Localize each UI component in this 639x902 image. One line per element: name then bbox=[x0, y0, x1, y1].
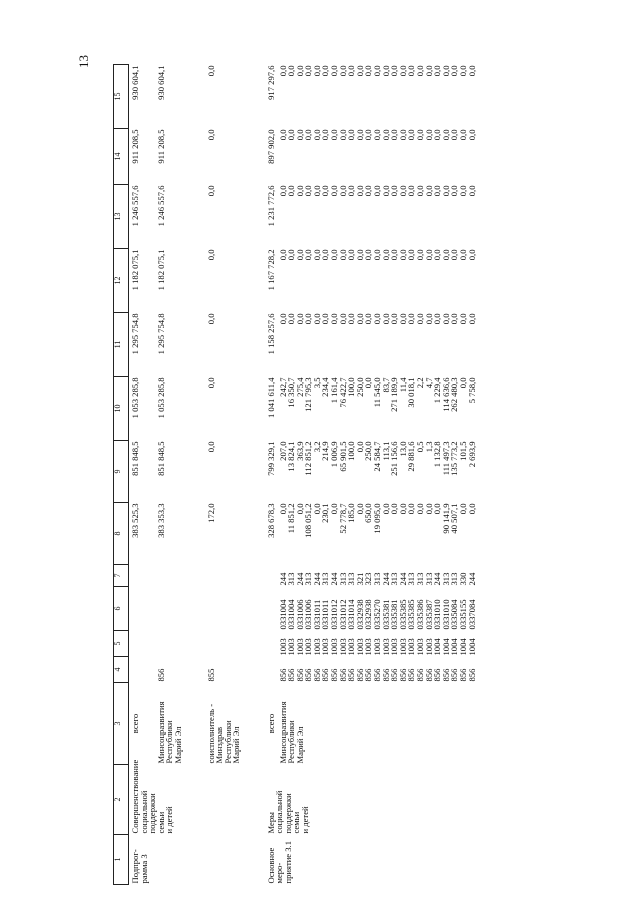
budget-table bbox=[113, 64, 476, 885]
subprogram-description: Совершенствование социальной поддержки семьи и детей bbox=[130, 759, 175, 834]
subprogram-name: Подпрог- рамма 3 bbox=[130, 849, 149, 884]
cell-c12: 1 182 075,1 bbox=[130, 249, 140, 291]
cell-c5 bbox=[207, 631, 267, 657]
col-header-1: 1 bbox=[114, 835, 129, 885]
cell-c11: 1 158 257,6 bbox=[265, 313, 276, 355]
table-row bbox=[157, 65, 207, 885]
cell-c6 bbox=[129, 587, 157, 631]
total-label: всего bbox=[130, 713, 140, 734]
column-number-row bbox=[114, 65, 129, 885]
cell-c11: 1 295 754,8 bbox=[155, 313, 166, 355]
cell-c4 bbox=[267, 657, 279, 683]
cell-c7 bbox=[207, 565, 267, 587]
cell-c8: 328 678,3 bbox=[265, 503, 276, 538]
coexecutor-label: соисполнитель - Минздрав Республики Марий Эл bbox=[205, 703, 242, 764]
cell-c11: 1 295 754,8 bbox=[130, 313, 140, 355]
cell-c9: 0,0 bbox=[205, 441, 216, 453]
total-label: всего bbox=[265, 713, 276, 734]
cell-c10: 1 041 611,4 bbox=[265, 377, 276, 419]
cell-c14: 911 208,5 bbox=[130, 129, 140, 164]
page-number: 13 bbox=[76, 55, 91, 68]
cell-c15: 930 604,1 bbox=[155, 65, 166, 100]
cell-c12: 1 182 075,1 bbox=[155, 249, 166, 291]
cell-c7 bbox=[157, 565, 207, 587]
col-header-8: 8 bbox=[114, 503, 129, 565]
executor-label: Минсоцразвития Республики Марий Эл bbox=[155, 701, 183, 764]
target-article-list: 0331004 0331004 0331006 0331006 0331011 0331011 0331012 0331012 0331014 0332938 0332938 0335270 0335381 0335381 0335385 0335385 0335386 0335387 0331010 0331010 0335084 0335155 0337084 bbox=[277, 599, 477, 630]
cell-c5 bbox=[129, 631, 157, 657]
col-header-5: 5 bbox=[114, 631, 129, 657]
col-header-12: 12 bbox=[114, 249, 129, 313]
cell-c5 bbox=[267, 631, 279, 657]
col-header-4: 4 bbox=[114, 657, 129, 683]
cell-c7 bbox=[267, 565, 279, 587]
cell-c15: 930 604,1 bbox=[130, 65, 140, 100]
col-header-13: 13 bbox=[114, 185, 129, 249]
col-header-7: 7 bbox=[114, 565, 129, 587]
col-header-6: 6 bbox=[114, 587, 129, 631]
cell-c12: 0,0 bbox=[205, 249, 216, 261]
cell-c6 bbox=[157, 587, 207, 631]
cell-c13: 1 246 557,6 bbox=[155, 185, 166, 227]
cell-c7 bbox=[129, 565, 157, 587]
table-row bbox=[267, 65, 279, 885]
cell-c15: 917 297,6 bbox=[265, 65, 276, 100]
cell-c8: 383 525,3 bbox=[130, 503, 140, 538]
values-c8: 0,0 11 851,2 0,0 108 051,2 0,0 230,1 0,0 52 778,7 185,0 0,0 650,0 19 095,0 0,0 0,0 0,0 0,0 0,0 0,0 0,0 90 141,9 40 507,1 0,0 0,0 bbox=[277, 503, 477, 538]
values-c10: 242,7 16 350,7 275,4 121 795,3 3,5 234,4 1 161,4 76 422,7 100,0 250,0 0,0 11 545,0 83,7 271 189,9 11,4 30 018,1 2,2 4,7 1 229,4 114 636,6 262 480,3 0,0 5 758,0 bbox=[277, 377, 477, 412]
cell-c4: 856 bbox=[155, 668, 166, 682]
cell-c15: 0,0 bbox=[205, 65, 216, 77]
col-header-11: 11 bbox=[114, 313, 129, 377]
grbs-code-list: 856 856 856 856 856 856 856 856 856 856 856 856 856 856 856 856 856 856 856 856 856 856 856 bbox=[277, 668, 477, 682]
cell-c13: 1 231 772,6 bbox=[265, 185, 276, 227]
cell-c9: 851 848,5 bbox=[130, 441, 140, 476]
cell-c13: 0,0 bbox=[205, 185, 216, 197]
cell-c5 bbox=[157, 631, 207, 657]
col-header-15: 15 bbox=[114, 65, 129, 129]
table-row bbox=[129, 65, 157, 885]
col-header-14: 14 bbox=[114, 129, 129, 185]
rotated-landscape-page bbox=[113, 65, 633, 885]
col-header-2: 2 bbox=[114, 765, 129, 835]
cell-c9: 799 329,1 bbox=[265, 441, 276, 476]
values-c11: 0,0 0,0 0,0 0,0 0,0 0,0 0,0 0,0 0,0 0,0 0,0 0,0 0,0 0,0 0,0 0,0 0,0 0,0 0,0 0,0 0,0 0,0 0,0 bbox=[277, 313, 477, 325]
cell-c6 bbox=[207, 587, 267, 631]
main-activity-description: Меры социальной поддержки семьи и детей bbox=[265, 790, 310, 834]
table-row bbox=[279, 65, 477, 885]
values-c13: 0,0 0,0 0,0 0,0 0,0 0,0 0,0 0,0 0,0 0,0 0,0 0,0 0,0 0,0 0,0 0,0 0,0 0,0 0,0 0,0 0,0 0,0 0,0 bbox=[277, 185, 477, 197]
col-header-3: 3 bbox=[114, 683, 129, 765]
values-c12: 0,0 0,0 0,0 0,0 0,0 0,0 0,0 0,0 0,0 0,0 0,0 0,0 0,0 0,0 0,0 0,0 0,0 0,0 0,0 0,0 0,0 0,0 0,0 bbox=[277, 249, 477, 261]
section-code-list: 1003 1003 1003 1003 1003 1003 1003 1003 1003 1003 1003 1003 1003 1003 1003 1003 1003 1003 1004 1004 1004 1004 1004 bbox=[277, 638, 477, 656]
table-row bbox=[207, 65, 267, 885]
cell-c8: 172,0 bbox=[205, 503, 216, 523]
values-c15: 0,0 0,0 0,0 0,0 0,0 0,0 0,0 0,0 0,0 0,0 0,0 0,0 0,0 0,0 0,0 0,0 0,0 0,0 0,0 0,0 0,0 0,0 0,0 bbox=[277, 65, 477, 77]
executor-label: Минсоцразвития Республики Марий Эл bbox=[277, 701, 305, 764]
cell-c10: 1 053 285,8 bbox=[130, 377, 140, 419]
col-header-9: 9 bbox=[114, 441, 129, 503]
cell-c4: 855 bbox=[205, 668, 216, 682]
cell-c14: 0,0 bbox=[205, 129, 216, 141]
cell-c9: 851 848,5 bbox=[155, 441, 166, 476]
cell-c11: 0,0 bbox=[205, 313, 216, 325]
cell-c14: 911 208,5 bbox=[155, 129, 166, 164]
cell-c6 bbox=[267, 587, 279, 631]
col-header-10: 10 bbox=[114, 377, 129, 441]
cell-c13: 1 246 557,6 bbox=[130, 185, 140, 227]
cell-c14: 897 902,0 bbox=[265, 129, 276, 164]
values-c9: 207,0 13 824,1 363,9 112 851,2 3,2 214,9 1 006,9 65 901,5 100,0 0,0 250,0 24 584,7 113,1 251 156,6 13,0 29 881,6 0,5 1,3 1 132,8 111 497,3 135 773,2 101,5 2 693,9 bbox=[277, 441, 477, 476]
cell-c10: 1 053 285,8 bbox=[155, 377, 166, 419]
main-activity-name: Основное меро- приятие 3.1 bbox=[265, 840, 293, 884]
cell-c8: 383 353,3 bbox=[155, 503, 166, 538]
cell-c10: 0,0 bbox=[205, 377, 216, 389]
expense-type-list: 244 313 244 313 244 313 244 313 313 321 323 313 244 313 244 313 313 313 244 313 313 330 244 bbox=[277, 572, 477, 586]
cell-c12: 1 167 728,2 bbox=[265, 249, 276, 291]
cell-c4 bbox=[129, 657, 157, 683]
values-c14: 0,0 0,0 0,0 0,0 0,0 0,0 0,0 0,0 0,0 0,0 0,0 0,0 0,0 0,0 0,0 0,0 0,0 0,0 0,0 0,0 0,0 0,0 0,0 bbox=[277, 129, 477, 141]
